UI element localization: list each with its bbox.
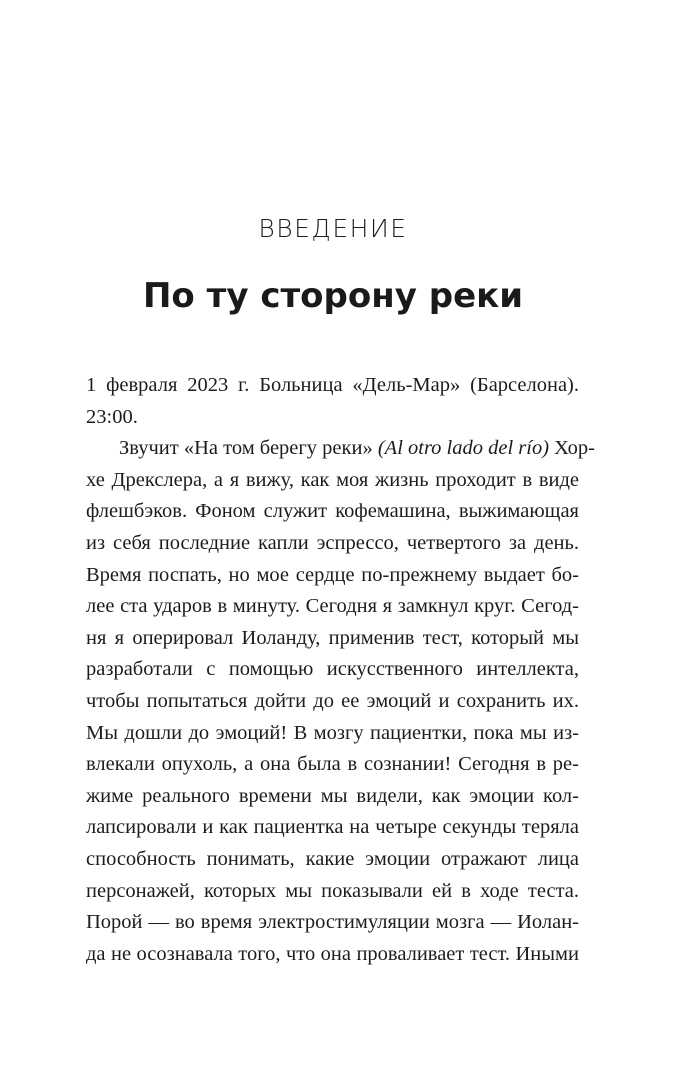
paragraph-line-12: жиме реального времени мы видели, как эмоции кол- (86, 784, 579, 807)
paragraph-line-1 (86, 433, 596, 465)
paragraph-line-1-start: Звучит «На том берегу реки» (119, 437, 373, 460)
dateline-line-1: 1 февраля 2023 г. Больница «Дель-Мар» (Барселона). (86, 374, 579, 396)
paragraph-line-11: влекали опухоль, а она была в сознании! Сегодня в ре- (86, 753, 579, 776)
chapter-title: По ту сторону реки (142, 276, 524, 316)
paragraph-line-6: лее ста ударов в минуту. Сегодня я замкнул круг. Сегод- (86, 595, 579, 618)
paragraph-line-9: чтобы попытаться дойти до ее эмоций и сохранить их. (86, 689, 579, 712)
song-title-original: (Al otro lado del río) (377, 437, 550, 460)
paragraph-line-17: да не осознавала того, что она проваливает тест. Иными (86, 942, 579, 965)
dateline-line-2: 23:00. (86, 405, 138, 428)
paragraph-line-5: Время поспать, но мое сердце по-прежнему выдает бо- (86, 563, 579, 586)
paragraph-line-4: из себя последние капли эспрессо, четвертого за день. (86, 531, 579, 554)
paragraph-line-3: флешбэков. Фоном служит кофемашина, выжимающая (86, 500, 579, 523)
paragraph-line-2: хе Дрекслера, а я вижу, как моя жизнь проходит в виде (86, 468, 579, 491)
paragraph-line-15: персонажей, которых мы показывали ей в ходе теста. (86, 879, 579, 902)
paragraph-line-16: Порой — во время электростимуляции мозга — Иолан- (86, 911, 579, 934)
body-text (86, 370, 596, 970)
paragraph-line-13: лапсировали и как пациентка на четыре секунды теряла (86, 816, 579, 839)
paragraph-line-10: Мы дошли до эмоций! В мозгу пациентки, пока мы из- (86, 721, 579, 744)
paragraph-line-14: способность понимать, какие эмоции отражают лица (86, 847, 579, 870)
chapter-label: ВВЕДЕНИЕ (258, 214, 408, 243)
paragraph-line-8: разработали с помощью искусственного интеллекта, (86, 658, 579, 681)
paragraph-line-1-end: Хор- (554, 437, 596, 460)
paragraph-line-7: ня я оперировал Иоланду, применив тест, который мы (86, 626, 579, 649)
